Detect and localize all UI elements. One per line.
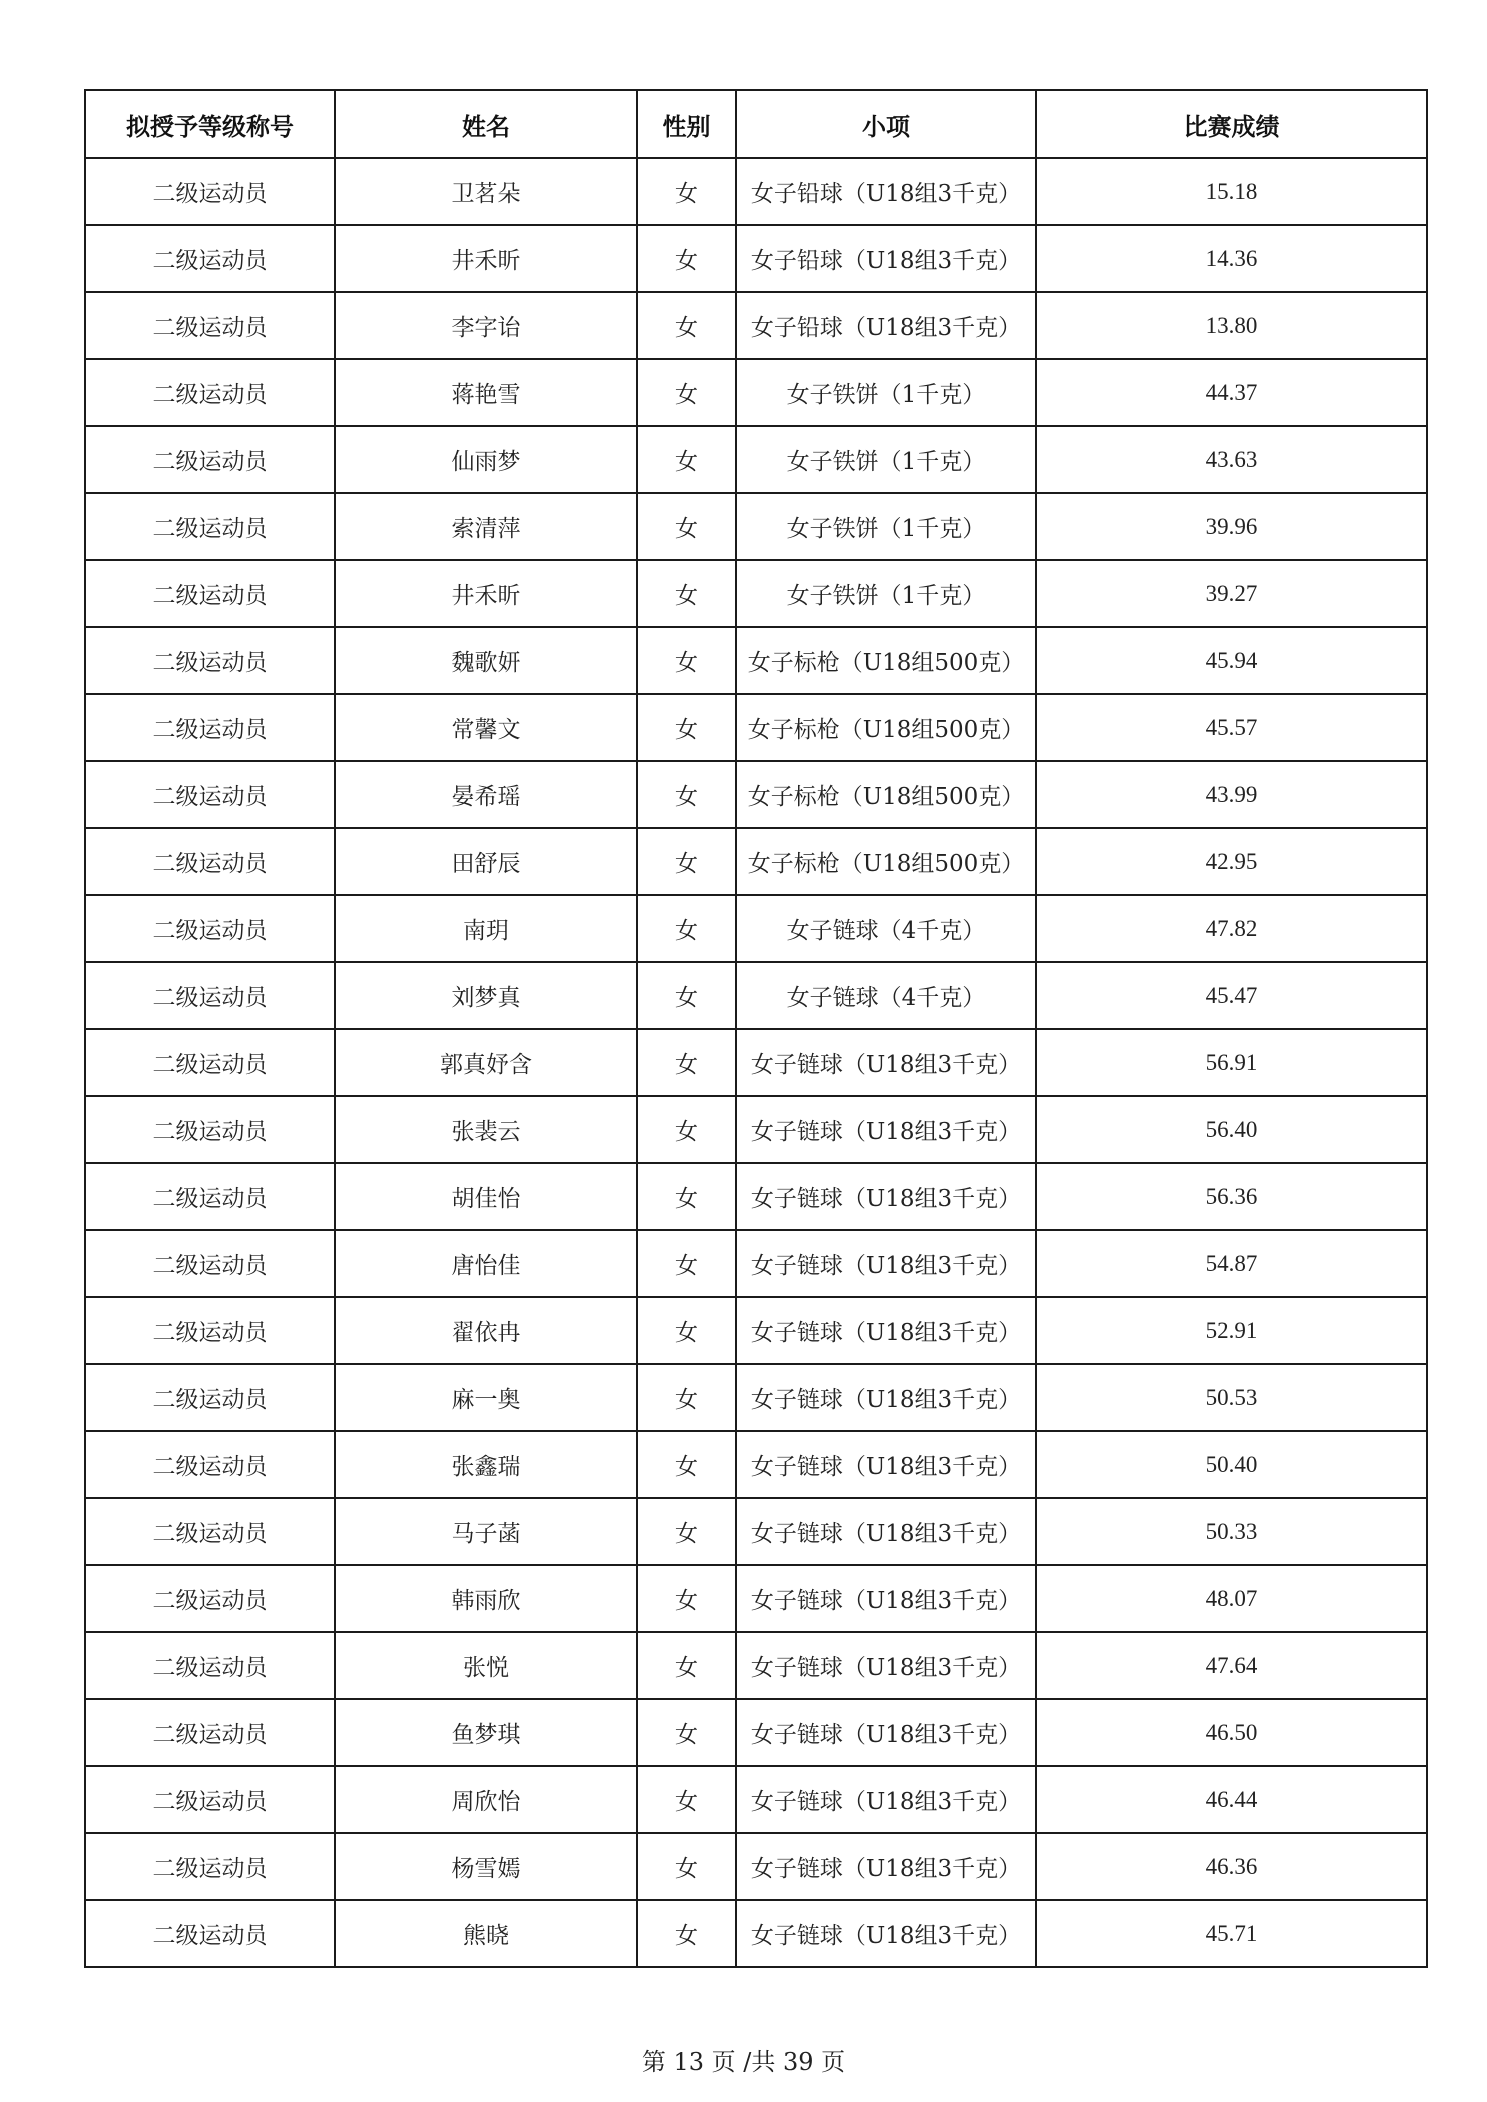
cell-name: 唐怡佳 <box>335 1230 637 1297</box>
cell-name: 杨雪嫣 <box>335 1833 637 1900</box>
cell-event: 女子链球（U18组3千克） <box>736 1230 1036 1297</box>
cell-name: 索清萍 <box>335 493 637 560</box>
cell-level: 二级运动员 <box>85 1364 335 1431</box>
table-row <box>85 1900 1427 1967</box>
cell-gender: 女 <box>637 761 736 828</box>
cell-gender: 女 <box>637 1029 736 1096</box>
table-header <box>85 90 1427 158</box>
cell-name: 郭真妤含 <box>335 1029 637 1096</box>
cell-level: 二级运动员 <box>85 1163 335 1230</box>
cell-gender: 女 <box>637 560 736 627</box>
table-row <box>85 1833 1427 1900</box>
cell-level: 二级运动员 <box>85 1699 335 1766</box>
cell-event: 女子链球（U18组3千克） <box>736 1632 1036 1699</box>
cell-score: 14.36 <box>1036 225 1427 292</box>
cell-event: 女子标枪（U18组500克） <box>736 627 1036 694</box>
cell-name: 张鑫瑞 <box>335 1431 637 1498</box>
cell-name: 刘梦真 <box>335 962 637 1029</box>
cell-score: 46.44 <box>1036 1766 1427 1833</box>
cell-level: 二级运动员 <box>85 1096 335 1163</box>
cell-event: 女子铅球（U18组3千克） <box>736 292 1036 359</box>
cell-name: 鱼梦琪 <box>335 1699 637 1766</box>
cell-level: 二级运动员 <box>85 895 335 962</box>
cell-gender: 女 <box>637 1230 736 1297</box>
cell-name: 熊晓 <box>335 1900 637 1967</box>
cell-gender: 女 <box>637 828 736 895</box>
cell-event: 女子铁饼（1千克） <box>736 359 1036 426</box>
cell-gender: 女 <box>637 292 736 359</box>
cell-name: 晏希瑶 <box>335 761 637 828</box>
table-row <box>85 694 1427 761</box>
cell-gender: 女 <box>637 694 736 761</box>
cell-name: 魏歌妍 <box>335 627 637 694</box>
cell-gender: 女 <box>637 158 736 225</box>
cell-event: 女子链球（U18组3千克） <box>736 1498 1036 1565</box>
cell-score: 50.33 <box>1036 1498 1427 1565</box>
cell-gender: 女 <box>637 962 736 1029</box>
cell-level: 二级运动员 <box>85 1565 335 1632</box>
page-number: 第 13 页 /共 39 页 <box>641 2048 846 2076</box>
table-row <box>85 1096 1427 1163</box>
cell-score: 46.50 <box>1036 1699 1427 1766</box>
cell-level: 二级运动员 <box>85 1029 335 1096</box>
table-row <box>85 493 1427 560</box>
cell-event: 女子链球（U18组3千克） <box>736 1900 1036 1967</box>
cell-level: 二级运动员 <box>85 694 335 761</box>
cell-gender: 女 <box>637 1431 736 1498</box>
table-row <box>85 1632 1427 1699</box>
table-body <box>85 158 1427 1967</box>
table-row <box>85 426 1427 493</box>
cell-event: 女子链球（U18组3千克） <box>736 1766 1036 1833</box>
cell-gender: 女 <box>637 1699 736 1766</box>
cell-level: 二级运动员 <box>85 1900 335 1967</box>
cell-name: 仙雨梦 <box>335 426 637 493</box>
cell-score: 43.99 <box>1036 761 1427 828</box>
header-level: 拟授予等级称号 <box>85 90 335 158</box>
table-row <box>85 1364 1427 1431</box>
cell-gender: 女 <box>637 1096 736 1163</box>
cell-name: 南玥 <box>335 895 637 962</box>
cell-name: 胡佳怡 <box>335 1163 637 1230</box>
cell-level: 二级运动员 <box>85 225 335 292</box>
cell-level: 二级运动员 <box>85 962 335 1029</box>
cell-name: 翟依冉 <box>335 1297 637 1364</box>
cell-name: 田舒辰 <box>335 828 637 895</box>
cell-event: 女子链球（U18组3千克） <box>736 1163 1036 1230</box>
cell-score: 56.91 <box>1036 1029 1427 1096</box>
header-score: 比赛成绩 <box>1036 90 1427 158</box>
cell-level: 二级运动员 <box>85 828 335 895</box>
cell-event: 女子链球（4千克） <box>736 895 1036 962</box>
cell-event: 女子标枪（U18组500克） <box>736 761 1036 828</box>
cell-gender: 女 <box>637 1565 736 1632</box>
cell-gender: 女 <box>637 1498 736 1565</box>
cell-level: 二级运动员 <box>85 627 335 694</box>
cell-event: 女子链球（U18组3千克） <box>736 1096 1036 1163</box>
cell-event: 女子铅球（U18组3千克） <box>736 158 1036 225</box>
cell-score: 46.36 <box>1036 1833 1427 1900</box>
table-row <box>85 1297 1427 1364</box>
cell-level: 二级运动员 <box>85 761 335 828</box>
cell-gender: 女 <box>637 1632 736 1699</box>
cell-name: 李字诒 <box>335 292 637 359</box>
cell-score: 42.95 <box>1036 828 1427 895</box>
cell-event: 女子链球（4千克） <box>736 962 1036 1029</box>
cell-level: 二级运动员 <box>85 1498 335 1565</box>
table-row <box>85 1498 1427 1565</box>
header-event: 小项 <box>736 90 1036 158</box>
cell-gender: 女 <box>637 359 736 426</box>
cell-score: 13.80 <box>1036 292 1427 359</box>
cell-score: 48.07 <box>1036 1565 1427 1632</box>
cell-event: 女子铁饼（1千克） <box>736 560 1036 627</box>
cell-score: 45.47 <box>1036 962 1427 1029</box>
cell-gender: 女 <box>637 1297 736 1364</box>
table-row <box>85 895 1427 962</box>
table-row <box>85 1029 1427 1096</box>
cell-event: 女子链球（U18组3千克） <box>736 1431 1036 1498</box>
cell-level: 二级运动员 <box>85 1766 335 1833</box>
table-row <box>85 1230 1427 1297</box>
cell-level: 二级运动员 <box>85 1632 335 1699</box>
cell-score: 47.64 <box>1036 1632 1427 1699</box>
cell-level: 二级运动员 <box>85 1297 335 1364</box>
cell-event: 女子标枪（U18组500克） <box>736 694 1036 761</box>
header-row <box>85 90 1427 158</box>
cell-gender: 女 <box>637 1163 736 1230</box>
header-gender: 性别 <box>637 90 736 158</box>
cell-score: 15.18 <box>1036 158 1427 225</box>
cell-name: 常馨文 <box>335 694 637 761</box>
cell-name: 张裴云 <box>335 1096 637 1163</box>
cell-level: 二级运动员 <box>85 560 335 627</box>
cell-event: 女子铁饼（1千克） <box>736 493 1036 560</box>
table-row <box>85 158 1427 225</box>
cell-score: 54.87 <box>1036 1230 1427 1297</box>
table-row <box>85 761 1427 828</box>
table-row <box>85 1431 1427 1498</box>
cell-score: 43.63 <box>1036 426 1427 493</box>
cell-score: 52.91 <box>1036 1297 1427 1364</box>
cell-score: 39.96 <box>1036 493 1427 560</box>
cell-score: 47.82 <box>1036 895 1427 962</box>
cell-score: 50.40 <box>1036 1431 1427 1498</box>
cell-level: 二级运动员 <box>85 359 335 426</box>
table-row <box>85 292 1427 359</box>
cell-event: 女子铅球（U18组3千克） <box>736 225 1036 292</box>
table-row <box>85 1766 1427 1833</box>
cell-level: 二级运动员 <box>85 158 335 225</box>
cell-level: 二级运动员 <box>85 1833 335 1900</box>
cell-name: 井禾昕 <box>335 225 637 292</box>
cell-score: 56.36 <box>1036 1163 1427 1230</box>
cell-event: 女子链球（U18组3千克） <box>736 1565 1036 1632</box>
cell-gender: 女 <box>637 1833 736 1900</box>
cell-level: 二级运动员 <box>85 1230 335 1297</box>
cell-gender: 女 <box>637 627 736 694</box>
cell-score: 56.40 <box>1036 1096 1427 1163</box>
table-row <box>85 359 1427 426</box>
table-row <box>85 1163 1427 1230</box>
cell-name: 张悦 <box>335 1632 637 1699</box>
cell-gender: 女 <box>637 1900 736 1967</box>
cell-score: 50.53 <box>1036 1364 1427 1431</box>
cell-name: 韩雨欣 <box>335 1565 637 1632</box>
cell-name: 麻一奥 <box>335 1364 637 1431</box>
table-row <box>85 225 1427 292</box>
cell-gender: 女 <box>637 895 736 962</box>
cell-gender: 女 <box>637 1766 736 1833</box>
cell-event: 女子铁饼（1千克） <box>736 426 1036 493</box>
cell-name: 周欣怡 <box>335 1766 637 1833</box>
table-row <box>85 1699 1427 1766</box>
athlete-table <box>84 89 1428 1968</box>
cell-level: 二级运动员 <box>85 1431 335 1498</box>
cell-score: 45.94 <box>1036 627 1427 694</box>
cell-event: 女子标枪（U18组500克） <box>736 828 1036 895</box>
cell-level: 二级运动员 <box>85 426 335 493</box>
cell-score: 44.37 <box>1036 359 1427 426</box>
cell-gender: 女 <box>637 426 736 493</box>
table-row <box>85 1565 1427 1632</box>
cell-name: 井禾昕 <box>335 560 637 627</box>
cell-gender: 女 <box>637 493 736 560</box>
cell-gender: 女 <box>637 1364 736 1431</box>
cell-score: 39.27 <box>1036 560 1427 627</box>
cell-event: 女子链球（U18组3千克） <box>736 1364 1036 1431</box>
cell-gender: 女 <box>637 225 736 292</box>
cell-level: 二级运动员 <box>85 493 335 560</box>
cell-score: 45.57 <box>1036 694 1427 761</box>
cell-event: 女子链球（U18组3千克） <box>736 1297 1036 1364</box>
cell-score: 45.71 <box>1036 1900 1427 1967</box>
cell-event: 女子链球（U18组3千克） <box>736 1029 1036 1096</box>
cell-name: 蒋艳雪 <box>335 359 637 426</box>
cell-event: 女子链球（U18组3千克） <box>736 1699 1036 1766</box>
cell-name: 卫茗朵 <box>335 158 637 225</box>
table-row <box>85 560 1427 627</box>
cell-name: 马子菡 <box>335 1498 637 1565</box>
table-row <box>85 627 1427 694</box>
header-name: 姓名 <box>335 90 637 158</box>
cell-event: 女子链球（U18组3千克） <box>736 1833 1036 1900</box>
table-row <box>85 962 1427 1029</box>
table-row <box>85 828 1427 895</box>
cell-level: 二级运动员 <box>85 292 335 359</box>
